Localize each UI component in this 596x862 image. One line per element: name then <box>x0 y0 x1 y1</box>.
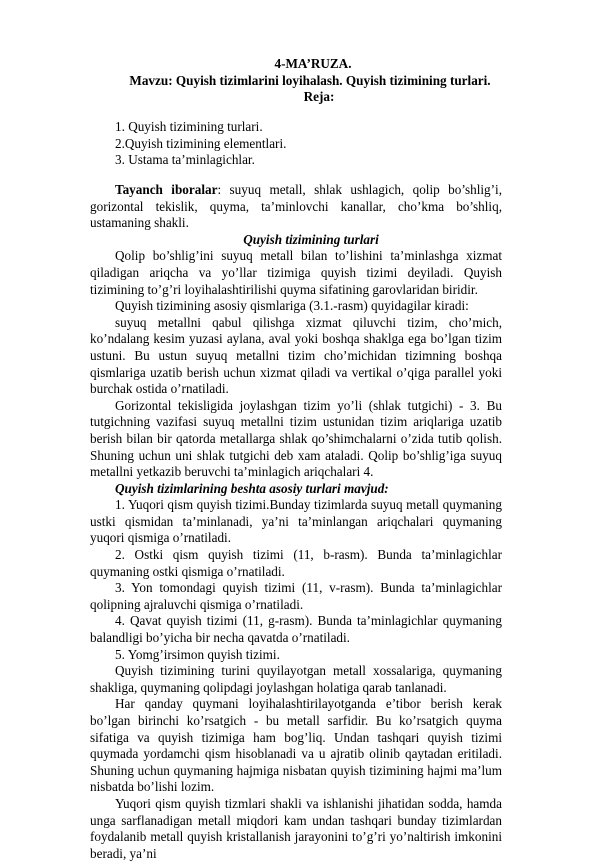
plan-label: Reja: <box>303 89 335 105</box>
paragraph: Har qanday quymani loyihalashtirilayotganda e’tibor berish kerak bo’lgan birinchi ko’rsatgich - bu metall sarfidir. Bu ko’rsatgich quyma sifatiga va quyish tizimiga ham bog’liq. Undan tashqari quyish tizimi quymada yordamchi qism hisoblanadi va u ajratib olinib qaytadan eritiladi. Shuning uchun quymaning hajmiga nisbatan quyish tizimining hajmi ma’lum nisbatda bo’lishi lozim. <box>90 696 502 795</box>
plan-list <box>115 119 515 169</box>
paragraph: Quyish tizimining asosiy qismlariga (3.1.-rasm) quyidagilar kiradi: <box>115 298 469 314</box>
keywords-text: : suyuq metall, shlak ushlagich, qolip bo’shlig’i, gorizontal tekislik, quyma, ta’minlovchi kanallar, cho’kma bo’shliq, ustamaning shakli. <box>90 182 502 231</box>
type-item: 2. Ostki qism quyish tizimi (11, b-rasm). Bunda ta’minlagichlar quymaning ostki qismiga o’rnatiladi. <box>90 547 502 579</box>
plan-item: 1. Quyish tizimining turlari. <box>115 119 263 134</box>
paragraph: suyuq metallni qabul qilishga xizmat qiluvchi tizim, cho’mich, ko’ndalang kesim yuzasi aylana, aval yoki boshqa shaklga ega bo’lgan tizim ustuni. Bu ustun suyuq metallni tizim cho’michidan tizimning boshqa qismlariga uzatib berish uchun xizmat qiladi va vertikal o’qiga parallel yoki burchak ostida o’rnatiladi. <box>90 314 502 397</box>
document-body <box>90 182 502 862</box>
plan-item: 2.Quyish tizimining elementlari. <box>115 135 287 151</box>
paragraph: Quyish tizimining turini quyilayotgan metall xossalariga, quymaning shakliga, quymaning qolipdagi joylashgan holatiga qarab tanlanadi. <box>90 663 502 695</box>
lecture-header <box>0 56 596 106</box>
type-item: 5. Yomg’irsimon quyish tizimi. <box>115 646 280 662</box>
type-item: 4. Qavat quyish tizimi (11, g-rasm). Bunda ta’minlagichlar quymaning balandligi bo’yicha bir necha qavatda o’rnatiladi. <box>90 613 502 646</box>
keywords-paragraph <box>90 182 502 232</box>
type-item: 1. Yuqori qism quyish tizimi.Bunday tizimlarda suyuq metall quymaning ustki qismidan ta’minlanadi, ya’ni ta’minlangan ariqchalari quymaning yuqori qismiga o’rnatiladi. <box>90 497 502 546</box>
lecture-title: 4-MA’RUZA. <box>274 56 352 71</box>
plan-item: 3. Ustama ta’minlagichlar. <box>115 152 255 168</box>
paragraph: Yuqori qism quyish tizmlari shakli va ishlanishi jihatidan sodda, hamda unga sarflanadigan metall miqdori kam undan tashqari bunday tizimlardan foydalanib metall quyish kristallanish jarayonini to’g’ri yo’naltirish imkonini beradi, ya’ni <box>90 795 502 861</box>
type-item: 3. Yon tomondagi quyish tizimi (11, v-rasm). Bunda ta’minlagichlar qolipning ajraluvchi qismiga o’rnatiladi. <box>90 580 502 612</box>
keywords-label: Tayanch iboralar <box>115 182 218 197</box>
section-title: Quyish tizimining turlari <box>243 231 379 247</box>
paragraph: Gorizontal tekisligida joylashgan tizim yo’li (shlak tutgichi) - 3. Bu tutgichning vazifasi suyuq metallni tizim ustunidan tizim ariqlariga uzatib berish bilan bir qatorda metallarga shlak qo’shimchalarni o’zida tutib qolish. Shuning uchun uni shlak tutgichi deb xam ataladi. Qolip bo’shlig’iga suyuq metallni yetkazib beruvchi ta’minlagich ariqchalari 4. <box>90 397 502 480</box>
types-heading: Quyish tizimlarining beshta asosiy turlari mavjud: <box>115 480 389 496</box>
topic-line: Mavzu: Quyish tizimlarini loyihalash. Quyish tizimining turlari. <box>129 72 491 88</box>
paragraph: Qolip bo’shlig’ini suyuq metall bilan to’lishini ta’minlashga xizmat qiladigan ariqcha va yo’llar tizimiga quyish tizimi deyiladi. Quyish tizimining to’g’ri loyihalashtirilishi quyma sifatining garovlaridan biridir. <box>90 248 502 297</box>
